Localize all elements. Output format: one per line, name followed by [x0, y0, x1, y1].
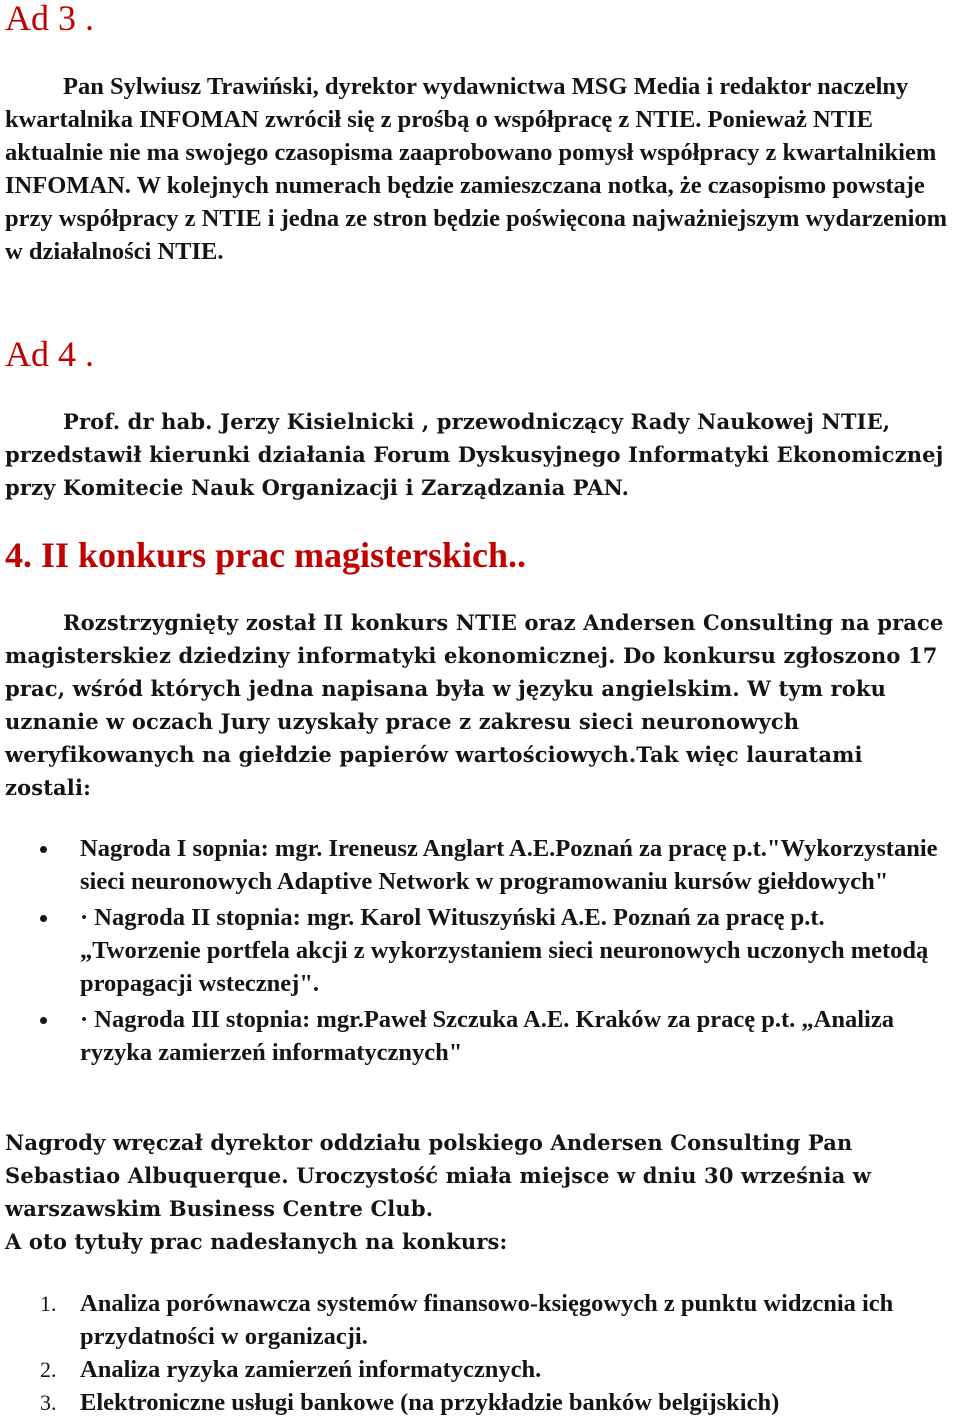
paragraph-awards: Nagrody wręczał dyrektor oddziału polskiego Andersen Consulting Pan Sebastiao Albuquerque. Uroczystość miała miejsce w dniu 30 września w warszawskim Business Centre Club.	[5, 1130, 872, 1221]
winners-list	[0, 832, 950, 1072]
bullet-icon	[40, 915, 47, 922]
heading-section-4: 4. II konkurs prac magisterskich..	[5, 535, 527, 575]
bullet-icon	[40, 846, 47, 853]
titles-list	[0, 1287, 950, 1419]
paragraph-ad3: Pan Sylwiusz Trawiński, dyrektor wydawnictwa MSG Media i redaktor naczelny kwartalnika INFOMAN zwrócił się z prośbą o współpracę z NTIE. Ponieważ NTIE aktualnie nie ma swojego czasopisma zaaprobowano pomysł współpracy z kwartalnikiem INFOMAN. W kolejnych numerach będzie zamieszczana notka, że czasopismo powstaje przy współpracy z NTIE i jedna ze stron będzie poświęcona najważniejszym wydarzeniom w działalności NTIE.	[5, 73, 948, 265]
list-item: 2. Analiza ryzyka zamierzeń informatycznych.	[40, 1356, 542, 1383]
list-item: 1. Analiza porównawcza systemów finansowo-księgowych z punktu widzcnia ich przydatności w organizacji.	[40, 1290, 894, 1350]
paragraph-ad4: Prof. dr hab. Jerzy Kisielnicki , przewodniczący Rady Naukowej NTIE, przedstawił kierunki działania Forum Dyskusyjnego Informatyki Ekonomicznej przy Komitecie Nauk Organizacji i Zarządzania PAN.	[5, 409, 944, 500]
titles-intro: A oto tytuły prac nadesłanych na konkurs:	[5, 1229, 508, 1254]
paragraph-contest: Rozstrzygnięty został II konkurs NTIE oraz Andersen Consulting na prace magisterskiez dziedziny informatyki ekonomicznej. Do konkursu zgłoszono 17 prac, wśród których jedna napisana była w języku angielskim. W tym roku uznanie w oczach Jury uzyskały prace z zakresu sieci neuronowych weryfikowanych na giełdzie papierów wartościowych.Tak więc lauratami zostali:	[5, 610, 944, 800]
heading-ad3: Ad 3 .	[5, 0, 94, 38]
list-item: 3. Elektroniczne usługi bankowe (na przykładzie banków belgijskich)	[40, 1389, 780, 1416]
list-item: · Nagroda III stopnia: mgr.Paweł Szczuka A.E. Kraków za pracę p.t. „Analiza ryzyka zamierzeń informatycznych"	[0, 1003, 950, 1069]
list-item: · Nagroda II stopnia: mgr. Karol Wituszyński A.E. Poznań za pracę p.t. „Tworzenie portfela akcji z wykorzystaniem sieci neuronowych uczonych metodą propagacji wstecznej".	[0, 901, 950, 1000]
heading-ad4: Ad 4 .	[5, 334, 94, 374]
list-item: Nagroda I sopnia: mgr. Ireneusz Anglart A.E.Poznań za pracę p.t."Wykorzystanie sieci neuronowych Adaptive Network w programowaniu kursów giełdowych"	[0, 832, 950, 898]
bullet-icon	[40, 1017, 47, 1024]
